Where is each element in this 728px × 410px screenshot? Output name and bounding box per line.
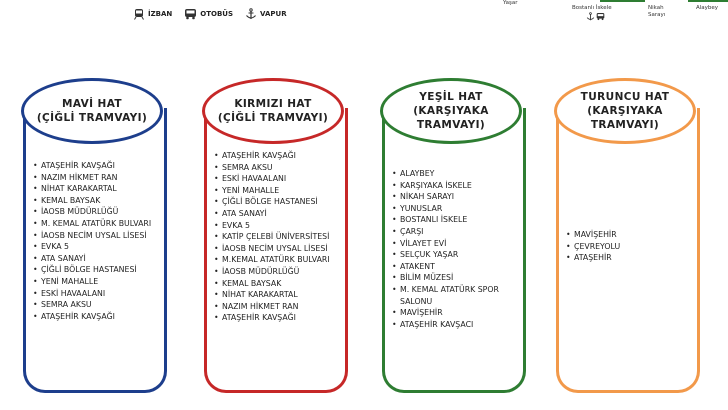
legend-vapur-label: VAPUR — [260, 10, 287, 18]
stop-item: • YUNUSLAR — [392, 203, 520, 215]
line-title: MAVİ HAT — [61, 97, 122, 110]
card-header — [554, 78, 696, 144]
stop-item: • SEMRA AKSU — [33, 299, 161, 311]
card-header — [202, 78, 344, 144]
line-card-blue — [23, 78, 165, 396]
stop-item: • ATAŞEHİR — [566, 252, 694, 264]
line-subtitle: (ÇİĞLİ TRAMVAYI) — [217, 112, 329, 124]
legend-otobus — [184, 8, 233, 20]
stop-item: • SEMRA AKSU — [214, 162, 342, 174]
stop-item: • İAOSB MÜDÜRLÜĞÜ — [33, 206, 161, 218]
map-label-yasar: Yaşar — [503, 0, 518, 6]
line-card-green — [382, 78, 524, 396]
card-header — [21, 78, 163, 144]
stop-item: • İAOSB MÜDÜRLÜĞÜ — [214, 266, 342, 278]
stop-item: • ATAŞEHİR KAVŞAĞI — [33, 311, 161, 323]
stop-item: • NİKAH SARAYI — [392, 191, 520, 203]
stop-item: • BİLİM MÜZESİ — [392, 272, 520, 284]
stop-list — [214, 150, 342, 324]
stop-item: • ESKİ HAVAALANI — [33, 288, 161, 300]
bus-icon — [184, 8, 197, 20]
legend-izban — [133, 8, 172, 20]
stop-list — [33, 160, 161, 322]
line-title: YEŞİL HAT — [419, 90, 483, 103]
stop-item: • NAZIM HİKMET RAN — [214, 301, 342, 313]
stop-item: • YENİ MAHALLE — [214, 185, 342, 197]
map-line-segment — [688, 0, 728, 2]
map-label-bostanli: Bostanlı İskele — [572, 5, 612, 11]
map-label-alaybey: Alaybey — [696, 5, 719, 11]
stop-item: • SELÇUK YAŞAR — [392, 249, 520, 261]
map-label-nikah-2: Sarayı — [648, 12, 666, 18]
stop-item: • ÇEVREYOLU — [566, 241, 694, 253]
anchor-icon — [586, 12, 595, 21]
stop-item: • M. KEMAL ATATÜRK BULVARI — [33, 218, 161, 230]
stop-item: • ATAKENT — [392, 261, 520, 273]
stop-item: • İAOSB NECİM UYSAL LİSESİ — [214, 243, 342, 255]
stop-item: • NİHAT KARAKARTAL — [214, 289, 342, 301]
stop-item: • MAVİŞEHİR — [566, 229, 694, 241]
legend-otobus-label: OTOBÜS — [200, 10, 234, 18]
stop-item: • MAVİŞEHİR — [392, 307, 520, 319]
stop-item: • ATA SANAYİ — [33, 253, 161, 265]
stop-item: • YENİ MAHALLE — [33, 276, 161, 288]
line-subtitle: (ÇİĞLİ TRAMVAYI) — [36, 112, 148, 124]
stop-item: • EVKA 5 — [214, 220, 342, 232]
anchor-icon — [245, 8, 257, 20]
stop-item: • ATAŞEHİR KAVŞAĞI — [214, 150, 342, 162]
line-subtitle: (KARŞIYAKA — [413, 104, 489, 117]
stop-item: • ATAŞEHİR KAVŞAĞI — [214, 312, 342, 324]
stop-item: • ÇİĞLİ BÖLGE HASTANESİ — [33, 264, 161, 276]
stop-list — [392, 168, 520, 330]
stop-item: • KEMAL BAYSAK — [33, 195, 161, 207]
card-header — [380, 78, 522, 144]
bus-icon — [596, 12, 605, 21]
stop-item: • ALAYBEY — [392, 168, 520, 180]
stop-list — [566, 229, 694, 264]
line-card-red — [204, 78, 346, 396]
stop-item: • NİHAT KARAKARTAL — [33, 183, 161, 195]
stop-item: • M.KEMAL ATATÜRK BULVARI — [214, 254, 342, 266]
stop-item: • ATA SANAYİ — [214, 208, 342, 220]
map-label-nikah-1: Nikah — [648, 5, 664, 11]
stop-item: • KEMAL BAYSAK — [214, 278, 342, 290]
map-strip — [500, 0, 728, 30]
stop-item: • NAZIM HİKMET RAN — [33, 172, 161, 184]
line-title: TURUNCU HAT — [580, 90, 670, 103]
stop-item: • EVKA 5 — [33, 241, 161, 253]
stop-item: • ATAŞEHİR KAVŞACI — [392, 319, 520, 331]
stop-item: • M. KEMAL ATATÜRK SPOR SALONU — [392, 284, 520, 307]
stop-item: • KARŞIYAKA İSKELE — [392, 180, 520, 192]
line-title: KIRMIZI HAT — [234, 97, 312, 110]
transport-legend — [133, 8, 287, 20]
stop-item: • ESKİ HAVAALANI — [214, 173, 342, 185]
line-subtitle: (KARŞIYAKA — [587, 104, 663, 117]
legend-vapur — [245, 8, 287, 20]
stop-item: • ÇARŞI — [392, 226, 520, 238]
map-line-segment — [600, 0, 645, 2]
stop-item: • İAOSB NECİM UYSAL LİSESİ — [33, 230, 161, 242]
stop-item: • ÇİĞLİ BÖLGE HASTANESİ — [214, 196, 342, 208]
stop-item: • ATAŞEHİR KAVŞAĞI — [33, 160, 161, 172]
line-subtitle-2: TRAMVAYI) — [590, 119, 660, 132]
line-subtitle-2: TRAMVAYI) — [416, 119, 486, 132]
stop-item: • VİLAYET EVİ — [392, 238, 520, 250]
stop-item: • KATİP ÇELEBİ ÜNİVERSİTESİ — [214, 231, 342, 243]
train-icon — [133, 8, 145, 20]
legend-izban-label: İZBAN — [148, 10, 173, 18]
line-card-orange — [556, 78, 698, 396]
stop-item: • BOSTANLI İSKELE — [392, 214, 520, 226]
